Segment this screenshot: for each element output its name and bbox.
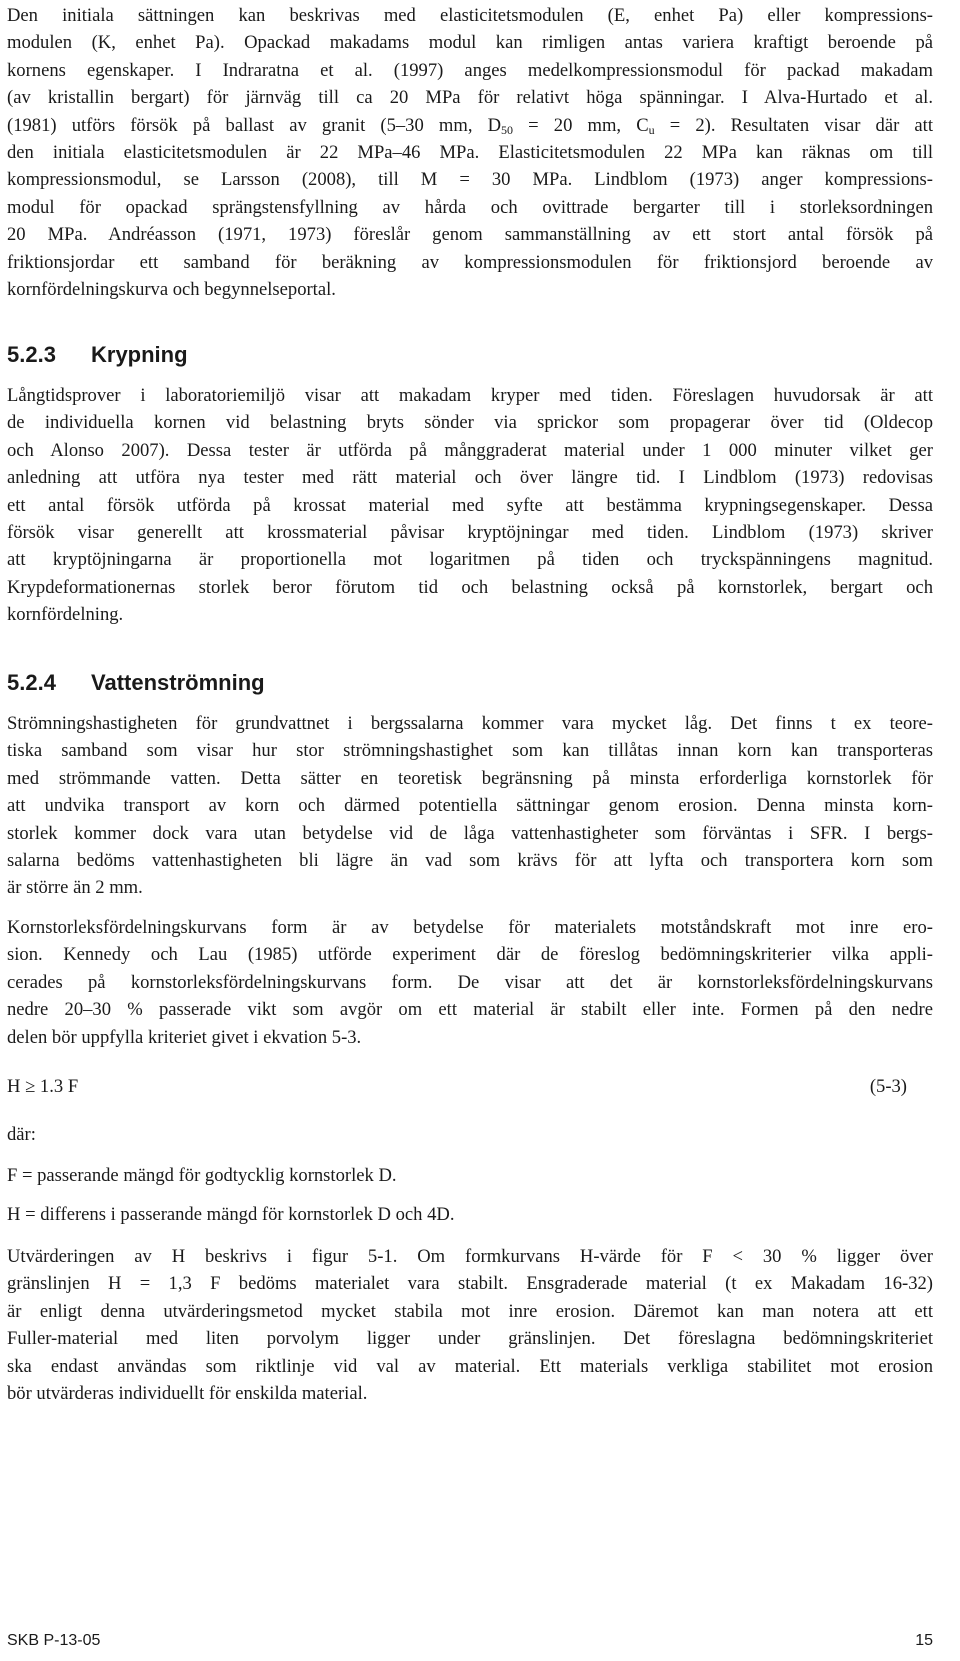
krypning-paragraph bbox=[7, 382, 933, 629]
text-line: Krypdeformationernas storlek beror förutom tid och belastning också på kornstorlek, bergart och bbox=[7, 576, 933, 598]
text-line: Kornstorleksfördelningskurvans form är av betydelse för materialets motståndskraft mot inre ero- bbox=[7, 917, 933, 938]
text-line: bör utvärderas individuellt för enskilda material. bbox=[7, 1383, 368, 1405]
text-line: (1981) utförs försök på ballast av granit (5–30 mm, $D_{50} = 20$ mm, $C_u = 2$). Resultaten visar där att bbox=[7, 114, 933, 137]
text-line: nedre 20–30 % passerade vikt som avgör om ett material är stabilt eller inte. Formen på den nedre bbox=[7, 999, 933, 1021]
text-line: kompressionsmodul, se Larsson (2008), till M = 30 MPa. Lindblom (1973) anger kompressions- bbox=[7, 169, 933, 191]
text-line: friktionsjordar ett samband för beräkning av kompressionsmodulen för friktionsjord beroende av bbox=[7, 251, 933, 273]
equation-text: H ≥ 1.3 F bbox=[7, 1076, 79, 1097]
text-line: storlek kommer dock vara utan betydelse vid de låga vattenhastigheter som förväntas i SFR. I bergs- bbox=[7, 822, 933, 844]
text-line: ett antal försök utförda på krossat material med syfte att bestämma krypningsegenskaper. Dessa bbox=[7, 494, 933, 516]
text-line: Fuller-material med liten porvolym ligger under gränslinjen. Det föreslagna bedömningskriteriet bbox=[7, 1328, 933, 1350]
text-line: Den initiala sättningen kan beskrivas med elasticitetsmodulen (E, enhet Pa) eller kompressions- bbox=[7, 5, 933, 26]
text-line: försök visar generellt att krossmaterial påvisar kryptöjningar med tiden. Lindblom (1973) skriver bbox=[7, 522, 933, 544]
text-line: kornens egenskaper. I Indraratna et al. (1997) anges medelkompressionsmodul för packad makadam bbox=[7, 59, 933, 81]
text-line: är enligt denna utvärderingsmetod mycket stabila mot inre erosion. Däremot kan man notera att ett bbox=[7, 1300, 933, 1322]
intro-paragraph bbox=[7, 2, 933, 303]
text-line: kornfördelning. bbox=[7, 604, 124, 626]
text-line: Utvärderingen av H beskrivs i figur 5-1. Om formkurvans H-värde för F < 30 % ligger över bbox=[7, 1246, 933, 1267]
vattenstromning-paragraph-3 bbox=[7, 1243, 933, 1407]
text-line: delen bör uppfylla kriteriet givet i ekvation 5-3. bbox=[7, 1026, 362, 1048]
text-line: att kryptöjningarna är proportionella mot logaritmen på tiden och tryckspänningens magnitud. bbox=[7, 549, 933, 571]
text-line: sion. Kennedy och Lau (1985) utförde experiment där de föreslog bedömningskriterier vilka appli- bbox=[7, 944, 933, 966]
text-line: med strömmande vatten. Detta sätter en teoretisk begränsning på minsta erforderliga kornstorlek för bbox=[7, 767, 933, 789]
text-line: de individuella kornen vid belastning bryts sönder via sprickor som propagerar över tid (Oldecop bbox=[7, 412, 933, 434]
text-line: (av kristallin bergart) för järnväg till ca 20 MPa för relativt höga spänningar. I Alva-Hurtado et al. bbox=[7, 87, 933, 109]
text-line: är större än 2 mm. bbox=[7, 877, 143, 899]
text-line: modul för opackad sprängstensfyllning av hårda och ovittrade bergarter till i storleksordningen bbox=[7, 196, 933, 218]
where-label: där: bbox=[7, 1124, 36, 1145]
definition-h: H = differens i passerande mängd för kornstorlek D och 4D. bbox=[7, 1204, 455, 1225]
equation-5-3 bbox=[7, 1073, 907, 1100]
section-heading-vattenstromning: 5.2.4 Vattenströmning bbox=[7, 670, 265, 695]
vattenstromning-paragraph-1 bbox=[7, 710, 933, 902]
text-line: tiska samband som visar hur stor strömningshastighet som kan tillåtas innan korn kan transporteras bbox=[7, 740, 933, 762]
section-heading-krypning: 5.2.3 Krypning bbox=[7, 342, 188, 367]
text-line: gränslinjen H = 1,3 F bedöms materialet vara stabilt. Ensgraderade material (t ex Makadam 16-32) bbox=[7, 1273, 933, 1295]
text-line: Långtidsprover i laboratoriemiljö visar att makadam kryper med tiden. Föreslagen huvudorsak är att bbox=[7, 385, 933, 406]
text-line: och Alonso 2007). Dessa tester är utförda på månggraderat material under 1 000 minuter vilket ger bbox=[7, 439, 933, 461]
text-line: modulen (K, enhet Pa). Opackad makadams modul kan rimligen antas variera kraftigt beroende på bbox=[7, 32, 933, 54]
text-line: salarna bedöms vattenhastigheten bli lägre än vad som krävs för att lyfta och transportera korn som bbox=[7, 850, 933, 872]
page-number: 15 bbox=[915, 1632, 933, 1649]
text-line: Strömningshastigheten för grundvattnet i bergssalarna kommer vara mycket låg. Det finns t ex teore- bbox=[7, 713, 933, 734]
equation-label: (5-3) bbox=[869, 1076, 907, 1097]
text-line: att undvika transport av korn och därmed potentiella sättningar genom erosion. Denna minsta korn- bbox=[7, 795, 933, 817]
text-line: ska endast användas som riktlinje vid val av material. Ett materials verkliga stabilitet mot erosion bbox=[7, 1355, 933, 1377]
report-id: SKB P-13-05 bbox=[7, 1632, 101, 1649]
text-line: den initiala elasticitetsmodulen är 22 MPa–46 MPa. Elasticitetsmodulen 22 MPa kan räknas om till bbox=[7, 142, 933, 164]
text-line: cerades på kornstorleksfördelningskurvans form. De visar att det är kornstorleksfördelningskurvans bbox=[7, 971, 933, 993]
definition-f: F = passerande mängd för godtycklig kornstorlek D. bbox=[7, 1165, 397, 1186]
text-line: kornfördelningskurva och begynnelseportal. bbox=[7, 279, 336, 301]
vattenstromning-paragraph-2 bbox=[7, 914, 933, 1051]
text-line: 20 MPa. Andréasson (1971, 1973) föreslår genom sammanställning av ett stort antal försök på bbox=[7, 224, 933, 246]
text-line: anledning att utföra nya tester med rätt material och över längre tid. I Lindblom (1973) redovisas bbox=[7, 467, 933, 489]
